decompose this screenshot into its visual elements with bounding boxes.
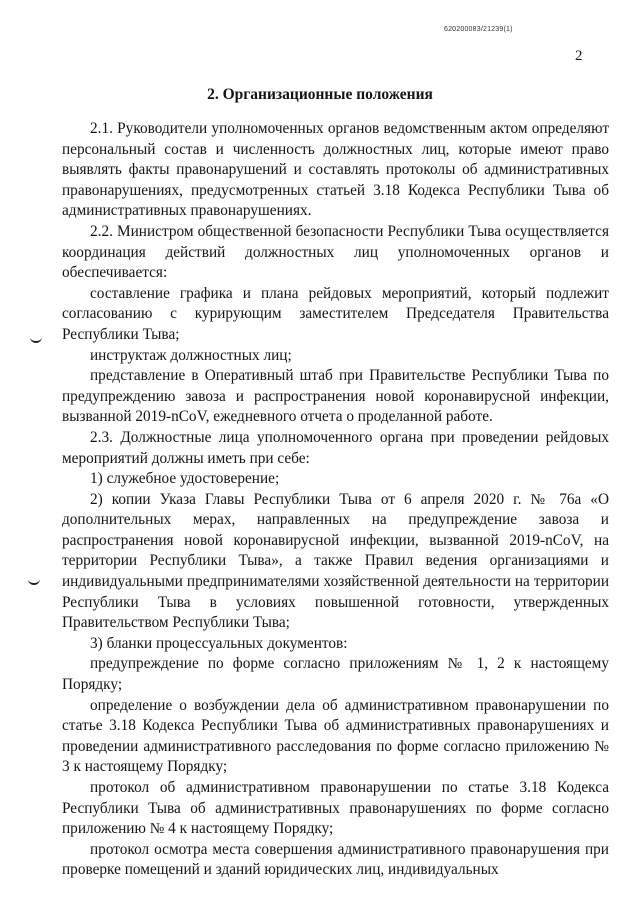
list-item-schedule: составление графика и плана рейдовых мероприятий, который подлежит согласованию с курирующим заместителем Председателя Правительства Республики Тыва; — [62, 284, 609, 343]
paragraph-2-1: 2.1. Руководители уполномоченных органов ведомственным актом определяют персональный состав и численность должностных лиц, которые имеют право выявлять факты правонарушений и составлять протоколы об административных правонарушениях, предусмотренных статьей 3.18 Кодекса Республики Тыва об административных правонарушениях. — [62, 120, 609, 220]
list-item-briefing: инструктаж должностных лиц; — [90, 346, 292, 364]
list-item-decree-copies: 2) копии Указа Главы Республики Тыва от 6 апреля 2020 г. № 76а «О дополнительных мерах, направленных на предупреждение завоза и распространения новой коронавирусной инфекции, вызванной 2019-nCoV, на территории Республики Тыва», а также Правил ведения организациями и индивидуальными предпринимателями хозяйственной деятельности на территории Республики Тыва в условиях повышенной готовности, утвержденных Правительством Республики Тыва; — [62, 490, 609, 632]
section-title: 2. Организационные положения — [207, 86, 433, 103]
list-item-warning-form: предупреждение по форме согласно приложениям № 1, 2 к настоящему Порядку; — [62, 655, 609, 694]
list-item-determination-form: определение о возбуждении дела об административном правонарушении по статье 3.18 Кодекса Республики Тыва об административных правонарушениях и проведении административного расследования по форме согласно приложению № 3 к настоящему Порядку; — [62, 696, 609, 776]
list-item-id-card: 1) служебное удостоверение; — [90, 470, 280, 488]
list-item-forms: 3) бланки процессуальных документов: — [90, 634, 348, 652]
list-item-protocol-form: протокол об административном правонарушении по статье 3.18 Кодекса Республики Тыва об административных правонарушениях по форме согласно приложению № 4 к настоящему Порядку; — [62, 779, 609, 838]
document-registration-number: 620200083/21239(1) — [444, 26, 513, 33]
paragraph-2-3: 2.3. Должностные лица уполномоченного органа при проведении рейдовых мероприятий должны иметь при себе: — [62, 428, 609, 467]
margin-pen-mark — [30, 334, 42, 343]
page-number: 2 — [575, 48, 583, 64]
list-item-report: представление в Оперативный штаб при Правительстве Республики Тыва по предупреждению завоза и распространения новой коронавирусной инфекции, вызванной 2019-nCoV, ежедневного отчета о проделанной работе. — [62, 367, 609, 426]
list-item-inspection-protocol: протокол осмотра места совершения административного правонарушения при проверке помещений и зданий юридических лиц, индивидуальных — [62, 840, 609, 879]
paragraph-2-2: 2.2. Министром общественной безопасности Республики Тыва осуществляется координация действий должностных лиц уполномоченных органов и обеспечивается: — [62, 222, 609, 282]
document-body — [62, 119, 609, 881]
margin-pen-mark — [28, 576, 40, 585]
